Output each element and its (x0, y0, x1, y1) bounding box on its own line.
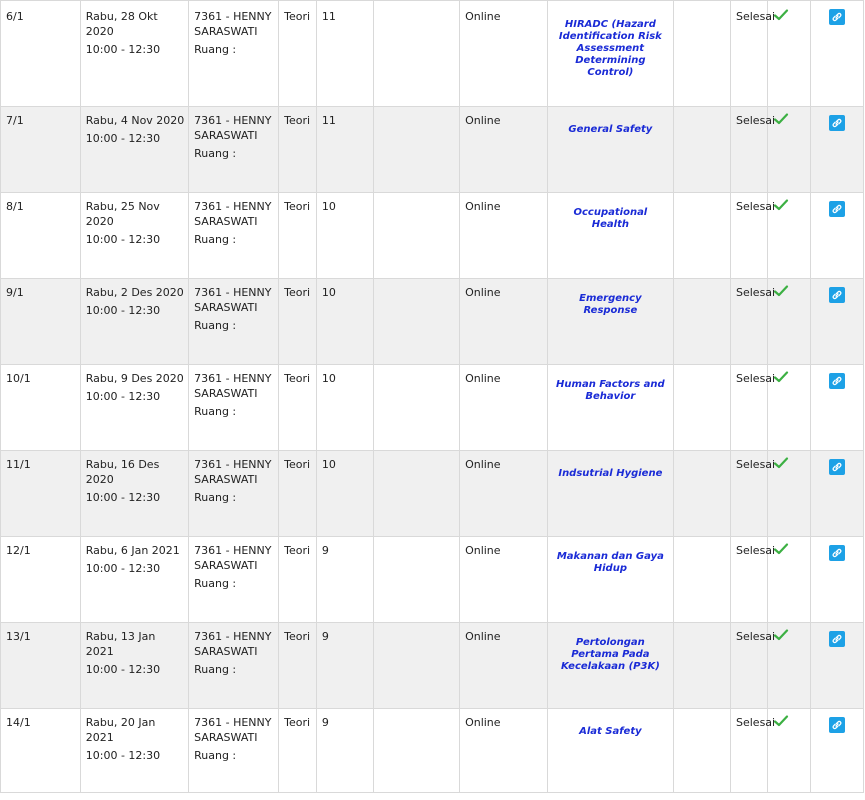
check-icon (774, 371, 788, 383)
empty-cell (374, 365, 460, 451)
meeting-date: Rabu, 6 Jan 2021 (85, 544, 180, 557)
date-cell (80, 279, 188, 365)
status-text: Selesai (731, 623, 768, 709)
table-row (1, 193, 864, 279)
link-icon (831, 11, 843, 23)
room-label: Ruang : (194, 319, 237, 332)
topic-link[interactable]: Emergency Response (579, 293, 642, 316)
action-cell (810, 1, 863, 107)
link-icon (831, 719, 843, 731)
link-button[interactable] (829, 287, 845, 303)
meeting-date: Rabu, 2 Des 2020 (85, 286, 184, 299)
meeting-time: 10:00 - 12:30 (85, 562, 161, 575)
date-cell (80, 107, 188, 193)
lecturer-name: 7361 - HENNY SARASWATI (194, 200, 272, 228)
lecturer-name: 7361 - HENNY SARASWATI (194, 372, 272, 400)
room-label: Ruang : (194, 663, 237, 676)
table-row (1, 623, 864, 709)
status-text: Selesai (731, 709, 768, 793)
meeting-mode: Online (460, 193, 548, 279)
link-icon (831, 117, 843, 129)
empty-cell (673, 623, 730, 709)
meeting-time: 10:00 - 12:30 (85, 663, 161, 676)
date-cell (80, 1, 188, 107)
meeting-type: Teori (279, 107, 317, 193)
lecturer-cell (189, 709, 279, 793)
link-button[interactable] (829, 717, 845, 733)
room-label: Ruang : (194, 233, 237, 246)
empty-cell (673, 193, 730, 279)
topic-link[interactable]: Alat Safety (579, 726, 642, 737)
lecturer-cell (189, 279, 279, 365)
attendance-count: 9 (316, 623, 373, 709)
meeting-date: Rabu, 16 Des 2020 (85, 458, 160, 486)
meeting-number: 12/1 (1, 537, 81, 623)
meeting-number: 6/1 (1, 1, 81, 107)
action-cell (810, 537, 863, 623)
meeting-type: Teori (279, 451, 317, 537)
lecturer-cell (189, 107, 279, 193)
link-button[interactable] (829, 459, 845, 475)
check-icon (774, 199, 788, 211)
topic-link[interactable]: HIRADC (Hazard Identification Risk Assessment Determining Control) (558, 19, 662, 78)
meeting-type: Teori (279, 279, 317, 365)
table-row (1, 1, 864, 107)
meeting-number: 10/1 (1, 365, 81, 451)
lecturer-cell (189, 1, 279, 107)
meeting-date: Rabu, 4 Nov 2020 (85, 114, 185, 127)
room-label: Ruang : (194, 43, 237, 56)
topic-cell (547, 623, 673, 709)
schedule-rows (1, 1, 864, 793)
table-row (1, 365, 864, 451)
meeting-date: Rabu, 20 Jan 2021 (85, 716, 156, 744)
meeting-mode: Online (460, 623, 548, 709)
check-icon (774, 715, 788, 727)
empty-cell (374, 537, 460, 623)
status-text: Selesai (731, 1, 768, 107)
meeting-number: 13/1 (1, 623, 81, 709)
link-icon (831, 633, 843, 645)
link-icon (831, 203, 843, 215)
empty-cell (673, 537, 730, 623)
room-label: Ruang : (194, 405, 237, 418)
status-text: Selesai (731, 365, 768, 451)
topic-link[interactable]: Occupational Health (573, 207, 648, 230)
empty-cell (673, 365, 730, 451)
attendance-count: 9 (316, 537, 373, 623)
topic-cell (547, 279, 673, 365)
link-icon (831, 547, 843, 559)
topic-link[interactable]: Makanan dan Gaya Hidup (556, 551, 664, 574)
meeting-number: 9/1 (1, 279, 81, 365)
attendance-count: 11 (316, 107, 373, 193)
attendance-count: 11 (316, 1, 373, 107)
link-button[interactable] (829, 115, 845, 131)
status-text: Selesai (731, 537, 768, 623)
meeting-date: Rabu, 9 Des 2020 (85, 372, 184, 385)
status-text: Selesai (731, 107, 768, 193)
meeting-type: Teori (279, 193, 317, 279)
empty-cell (374, 1, 460, 107)
meeting-date: Rabu, 25 Nov 2020 (85, 200, 160, 228)
status-text: Selesai (731, 193, 768, 279)
table-row (1, 709, 864, 793)
meeting-mode: Online (460, 451, 548, 537)
meeting-time: 10:00 - 12:30 (85, 491, 161, 504)
topic-link[interactable]: Human Factors and Behavior (556, 379, 665, 402)
lecturer-name: 7361 - HENNY SARASWATI (194, 10, 272, 38)
lecturer-cell (189, 623, 279, 709)
empty-cell (374, 107, 460, 193)
meeting-number: 14/1 (1, 709, 81, 793)
lecturer-name: 7361 - HENNY SARASWATI (194, 544, 272, 572)
meeting-time: 10:00 - 12:30 (85, 749, 161, 762)
meeting-time: 10:00 - 12:30 (85, 43, 161, 56)
check-icon (774, 543, 788, 555)
status-cell (767, 279, 810, 365)
status-cell (767, 451, 810, 537)
topic-link[interactable]: Indsutrial Hygiene (558, 468, 663, 479)
room-label: Ruang : (194, 491, 237, 504)
meeting-time: 10:00 - 12:30 (85, 304, 161, 317)
meeting-type: Teori (279, 365, 317, 451)
empty-cell (673, 1, 730, 107)
table-row (1, 279, 864, 365)
action-cell (810, 279, 863, 365)
check-icon (774, 285, 788, 297)
link-icon (831, 375, 843, 387)
meeting-time: 10:00 - 12:30 (85, 132, 161, 145)
meeting-time: 10:00 - 12:30 (85, 390, 161, 403)
room-label: Ruang : (194, 147, 237, 160)
table-row (1, 537, 864, 623)
empty-cell (673, 279, 730, 365)
action-cell (810, 107, 863, 193)
date-cell (80, 451, 188, 537)
empty-cell (374, 279, 460, 365)
meeting-type: Teori (279, 537, 317, 623)
action-cell (810, 193, 863, 279)
lecturer-cell (189, 451, 279, 537)
lecturer-cell (189, 365, 279, 451)
meeting-type: Teori (279, 1, 317, 107)
room-label: Ruang : (194, 749, 237, 762)
attendance-count: 10 (316, 451, 373, 537)
check-icon (774, 629, 788, 641)
empty-cell (673, 709, 730, 793)
meeting-mode: Online (460, 537, 548, 623)
topic-link[interactable]: General Safety (568, 124, 653, 135)
topic-cell (547, 1, 673, 107)
lecturer-cell (189, 537, 279, 623)
room-label: Ruang : (194, 577, 237, 590)
topic-cell (547, 709, 673, 793)
status-cell (767, 193, 810, 279)
action-cell (810, 709, 863, 793)
link-button[interactable] (829, 545, 845, 561)
topic-cell (547, 107, 673, 193)
lecturer-name: 7361 - HENNY SARASWATI (194, 630, 272, 658)
link-icon (831, 461, 843, 473)
empty-cell (374, 623, 460, 709)
meeting-time: 10:00 - 12:30 (85, 233, 161, 246)
status-cell (767, 107, 810, 193)
check-icon (774, 457, 788, 469)
empty-cell (374, 193, 460, 279)
attendance-count: 9 (316, 709, 373, 793)
meeting-mode: Online (460, 365, 548, 451)
meeting-date: Rabu, 28 Okt 2020 (85, 10, 158, 38)
link-button[interactable] (829, 9, 845, 25)
meeting-mode: Online (460, 279, 548, 365)
date-cell (80, 709, 188, 793)
date-cell (80, 365, 188, 451)
meeting-number: 11/1 (1, 451, 81, 537)
action-cell (810, 365, 863, 451)
status-cell (767, 1, 810, 107)
action-cell (810, 451, 863, 537)
check-icon (774, 113, 788, 125)
empty-cell (673, 451, 730, 537)
status-text: Selesai (731, 279, 768, 365)
date-cell (80, 193, 188, 279)
meeting-type: Teori (279, 623, 317, 709)
meeting-number: 8/1 (1, 193, 81, 279)
attendance-count: 10 (316, 193, 373, 279)
meeting-number: 7/1 (1, 107, 81, 193)
topic-cell (547, 451, 673, 537)
empty-cell (374, 709, 460, 793)
lecturer-cell (189, 193, 279, 279)
date-cell (80, 623, 188, 709)
status-cell (767, 709, 810, 793)
lecturer-name: 7361 - HENNY SARASWATI (194, 458, 272, 486)
lecturer-name: 7361 - HENNY SARASWATI (194, 114, 272, 142)
check-icon (774, 9, 788, 21)
topic-cell (547, 537, 673, 623)
link-button[interactable] (829, 373, 845, 389)
status-cell (767, 537, 810, 623)
topic-cell (547, 365, 673, 451)
table-row (1, 107, 864, 193)
meeting-mode: Online (460, 709, 548, 793)
status-cell (767, 365, 810, 451)
table-row (1, 451, 864, 537)
meeting-date: Rabu, 13 Jan 2021 (85, 630, 156, 658)
lecturer-name: 7361 - HENNY SARASWATI (194, 716, 272, 744)
attendance-count: 10 (316, 365, 373, 451)
meeting-mode: Online (460, 107, 548, 193)
meeting-type: Teori (279, 709, 317, 793)
status-cell (767, 623, 810, 709)
link-button[interactable] (829, 201, 845, 217)
date-cell (80, 537, 188, 623)
link-button[interactable] (829, 631, 845, 647)
empty-cell (673, 107, 730, 193)
meeting-mode: Online (460, 1, 548, 107)
attendance-count: 10 (316, 279, 373, 365)
lecturer-name: 7361 - HENNY SARASWATI (194, 286, 272, 314)
empty-cell (374, 451, 460, 537)
topic-link[interactable]: Pertolongan Pertama Pada Kecelakaan (P3K) (560, 637, 660, 672)
topic-cell (547, 193, 673, 279)
link-icon (831, 289, 843, 301)
action-cell (810, 623, 863, 709)
status-text: Selesai (731, 451, 768, 537)
